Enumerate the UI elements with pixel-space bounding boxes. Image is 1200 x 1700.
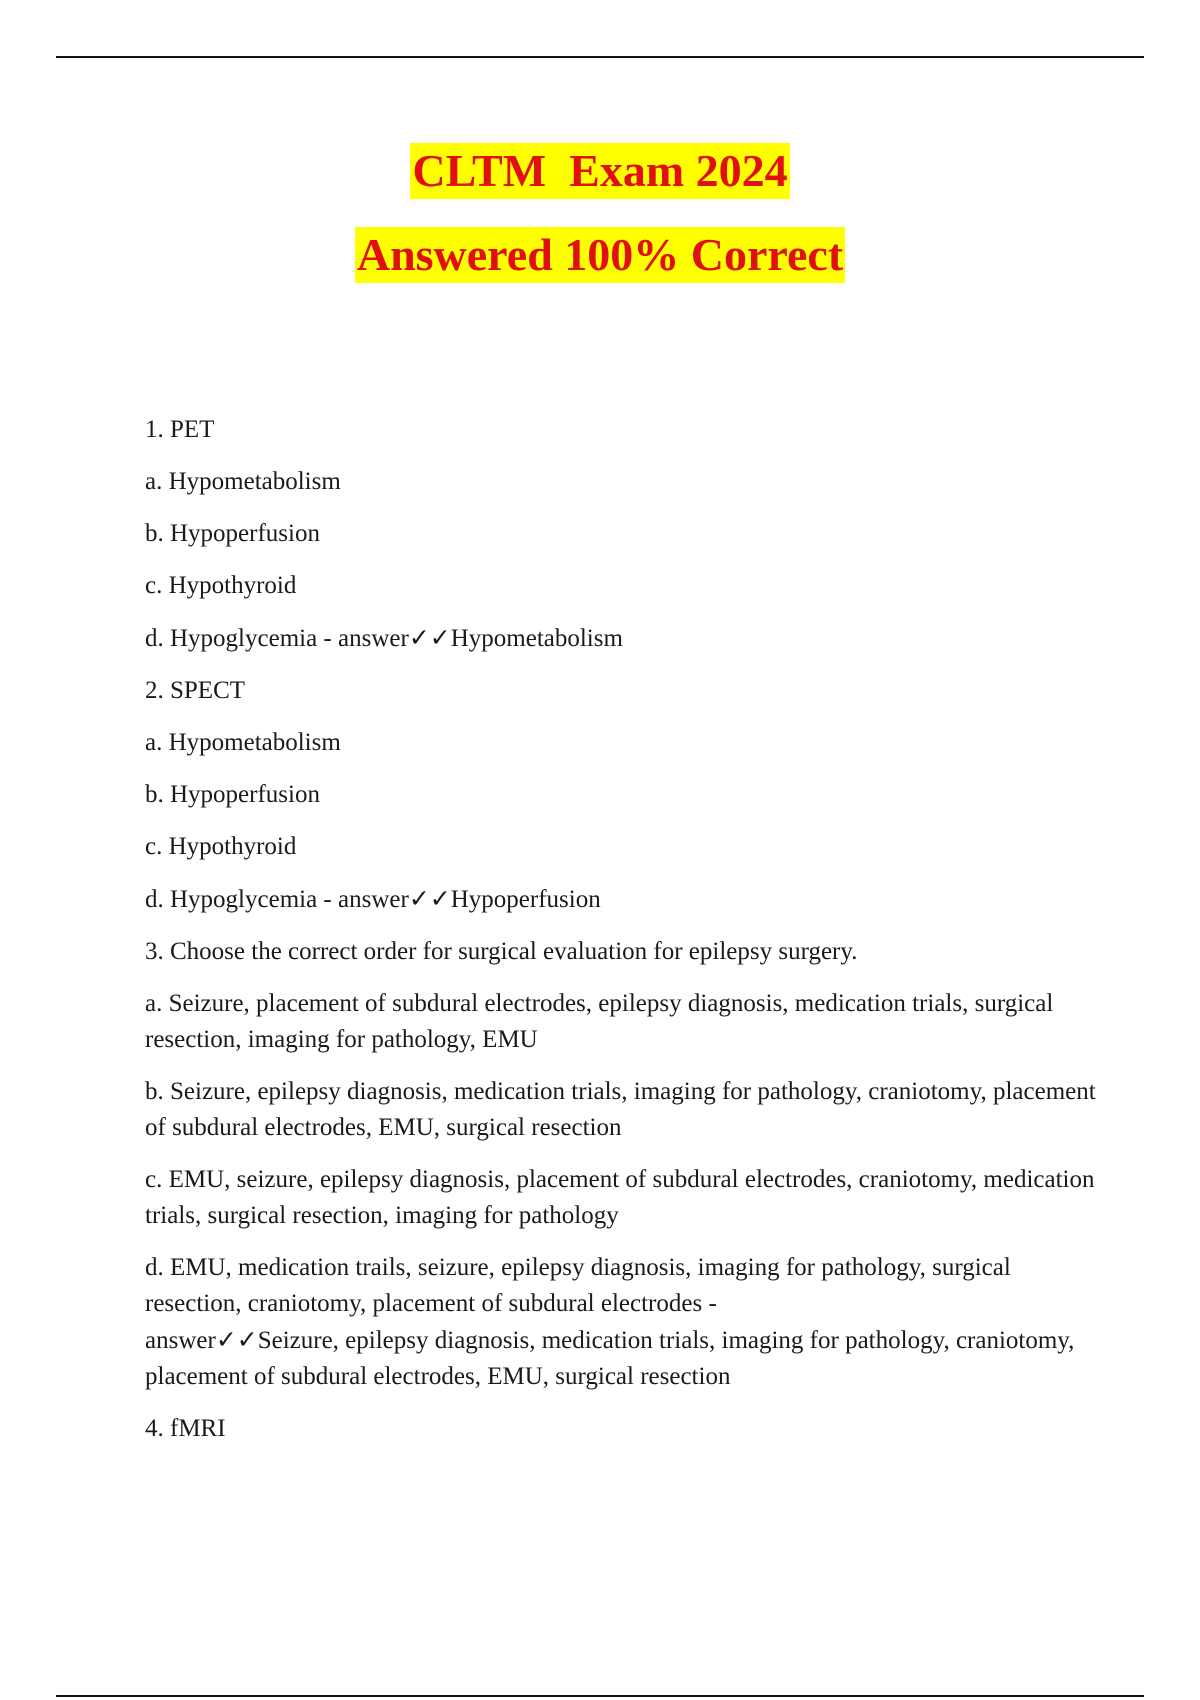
answer-key: Hypoperfusion (450, 886, 601, 913)
question-prompt: 1. PET (145, 416, 215, 443)
top-rule (56, 56, 1144, 58)
question-prompt: 2. SPECT (145, 677, 246, 704)
double-check-icon: ✓✓ (408, 623, 451, 652)
answer-option: c. EMU, seizure, epilepsy diagnosis, placement of subdural electrodes, craniotomy, medication trials, surgical resection, imaging for pathology (145, 1166, 1095, 1229)
answer-option: c. Hypothyroid (145, 833, 297, 860)
answer-option: b. Hypoperfusion (145, 520, 320, 547)
bottom-rule (56, 1695, 1144, 1697)
answer-option: b. Hypoperfusion (145, 781, 320, 808)
question-list (145, 412, 1105, 1463)
answer-option-text: d. Hypoglycemia - answer (145, 886, 409, 913)
answer-option-text: d. EMU, medication trails, seizure, epilepsy diagnosis, imaging for pathology, surgical resection, craniotomy, placement of subdural electrodes - (145, 1254, 1011, 1317)
answer-label: answer (145, 1327, 216, 1354)
title-line-1: CLTM Exam 2024 (410, 143, 789, 199)
answer-option: c. Hypothyroid (145, 572, 297, 599)
answer-option: a. Seizure, placement of subdural electrodes, epilepsy diagnosis, medication trials, surgical resection, imaging for pathology, EMU (145, 990, 1054, 1053)
answer-option: b. Seizure, epilepsy diagnosis, medication trials, imaging for pathology, craniotomy, placement of subdural electrodes, EMU, surgical resection (145, 1078, 1096, 1141)
double-check-icon: ✓✓ (215, 1325, 258, 1354)
double-check-icon: ✓✓ (408, 884, 451, 913)
answer-option-text: d. Hypoglycemia - answer (145, 625, 409, 652)
answer-option-with-key (145, 620, 1105, 657)
answer-option: a. Hypometabolism (145, 729, 341, 756)
answer-key: Hypometabolism (450, 625, 623, 652)
question-prompt: 4. fMRI (145, 1415, 226, 1442)
answer-key: Seizure, epilepsy diagnosis, medication trials, imaging for pathology, craniotomy, placement of subdural electrodes, EMU, surgical resection (145, 1327, 1075, 1390)
answer-option-with-key (145, 1250, 1105, 1395)
question-prompt: 3. Choose the correct order for surgical evaluation for epilepsy surgery. (145, 938, 858, 965)
answer-option: a. Hypometabolism (145, 468, 341, 495)
answer-option-with-key (145, 881, 1105, 918)
title-line-2: Answered 100% Correct (355, 227, 845, 283)
document-title (0, 143, 1200, 283)
